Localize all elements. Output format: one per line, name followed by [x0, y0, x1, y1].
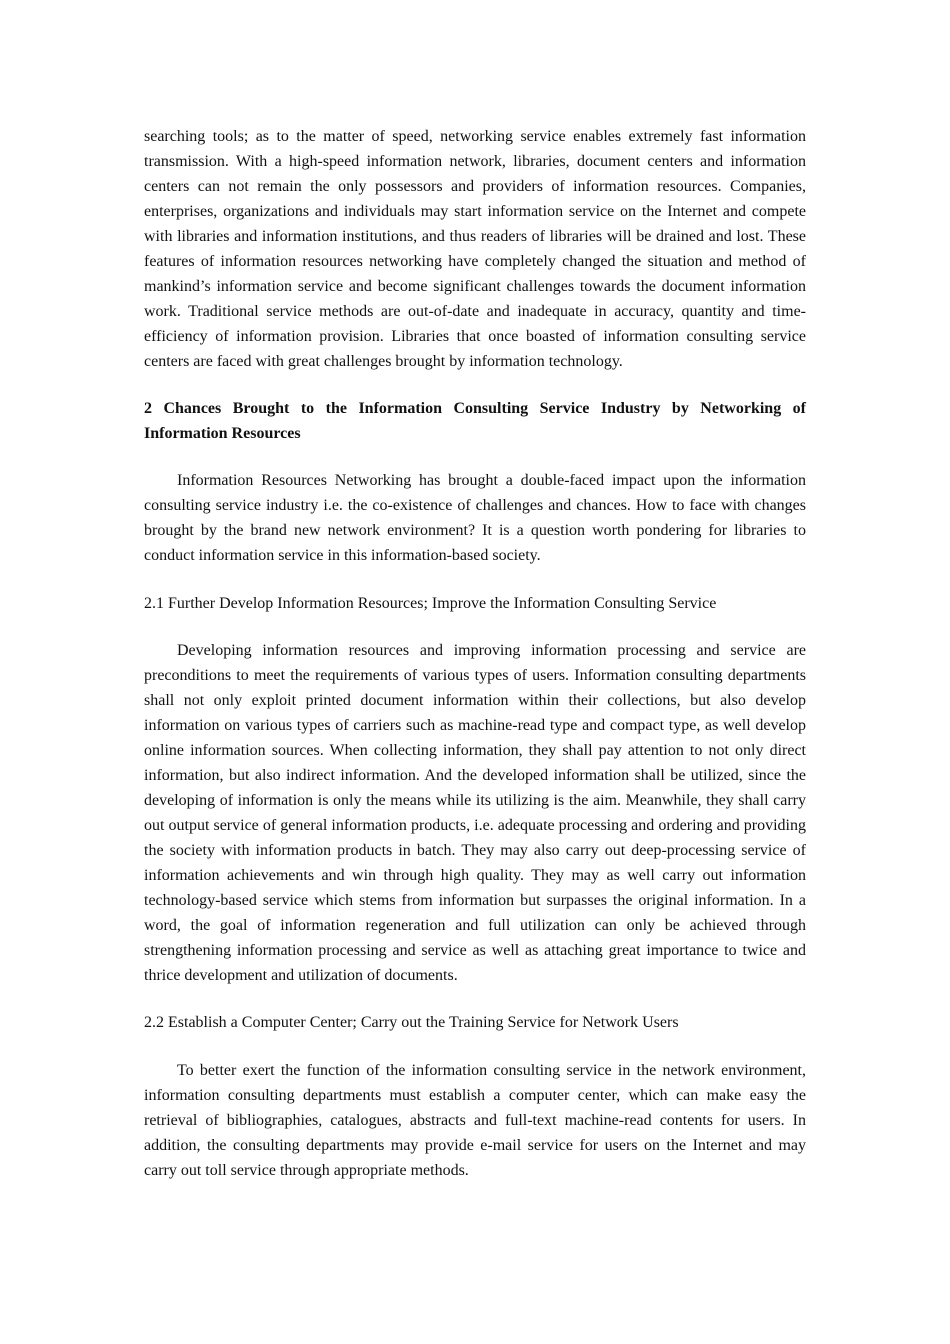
section-2-2-paragraph: To better exert the function of the information consulting service in the network environment, information consulting departments must establish a computer center, which can make easy the retrieval of bibliographies, catalogues, abstracts and full-text machine-read contents for users. In addition, the consulting departments may provide e-mail service for users on the Internet and may carry out toll service through appropriate methods. [144, 1062, 806, 1179]
section-2-1-heading: 2.1 Further Develop Information Resources; Improve the Information Consulting Service [144, 595, 717, 612]
section-2-1-paragraph: Developing information resources and improving information processing and service are preconditions to meet the requirements of various types of users. Information consulting departments shall not only exploit printed document information within their collections, but also develop information on various types of carriers such as machine-read type and compact type, as well develop online information sources. When collecting information, they shall pay attention to not only direct information, but also indirect information. And the developed information shall be utilized, since the developing of information is only the means while its utilizing is the aim. Meanwhile, they shall carry out output service of general information products, i.e. adequate processing and ordering and providing the society with information products in batch. They may also carry out deep-processing service of information achievements and win through high quality. They may as well carry out information technology-based service which stems from information but surpasses the original information. In a word, the goal of information regeneration and full utilization can only be achieved through strengthening information processing and service as well as attaching great importance to twice and thrice development and utilization of documents. [144, 642, 806, 984]
intro-paragraph: searching tools; as to the matter of speed, networking service enables extremely fast information transmission. With a high-speed information network, libraries, document centers and information centers can not remain the only possessors and providers of information resources. Companies, enterprises, organizations and individuals may start information service on the Internet and compete with libraries and information institutions, and thus readers of libraries will be drained and lost. These features of information resources networking have completely changed the situation and method of mankind’s information service and become significant challenges towards the document information work. Traditional service methods are out-of-date and inadequate in accuracy, quantity and time-efficiency of information provision. Libraries that once boasted of information consulting service centers are faced with great challenges brought by information technology. [144, 128, 806, 370]
section-2-heading: 2 Chances Brought to the Information Consulting Service Industry by Networking of Information Resources [144, 400, 806, 442]
document-page [144, 124, 806, 1183]
section-2-paragraph: Information Resources Networking has brought a double-faced impact upon the information consulting service industry i.e. the co-existence of challenges and chances. How to face with changes brought by the brand new network environment? It is a question worth pondering for libraries to conduct information service in this information-based society. [144, 472, 806, 564]
section-2-2-heading: 2.2 Establish a Computer Center; Carry out the Training Service for Network Users [144, 1014, 679, 1031]
